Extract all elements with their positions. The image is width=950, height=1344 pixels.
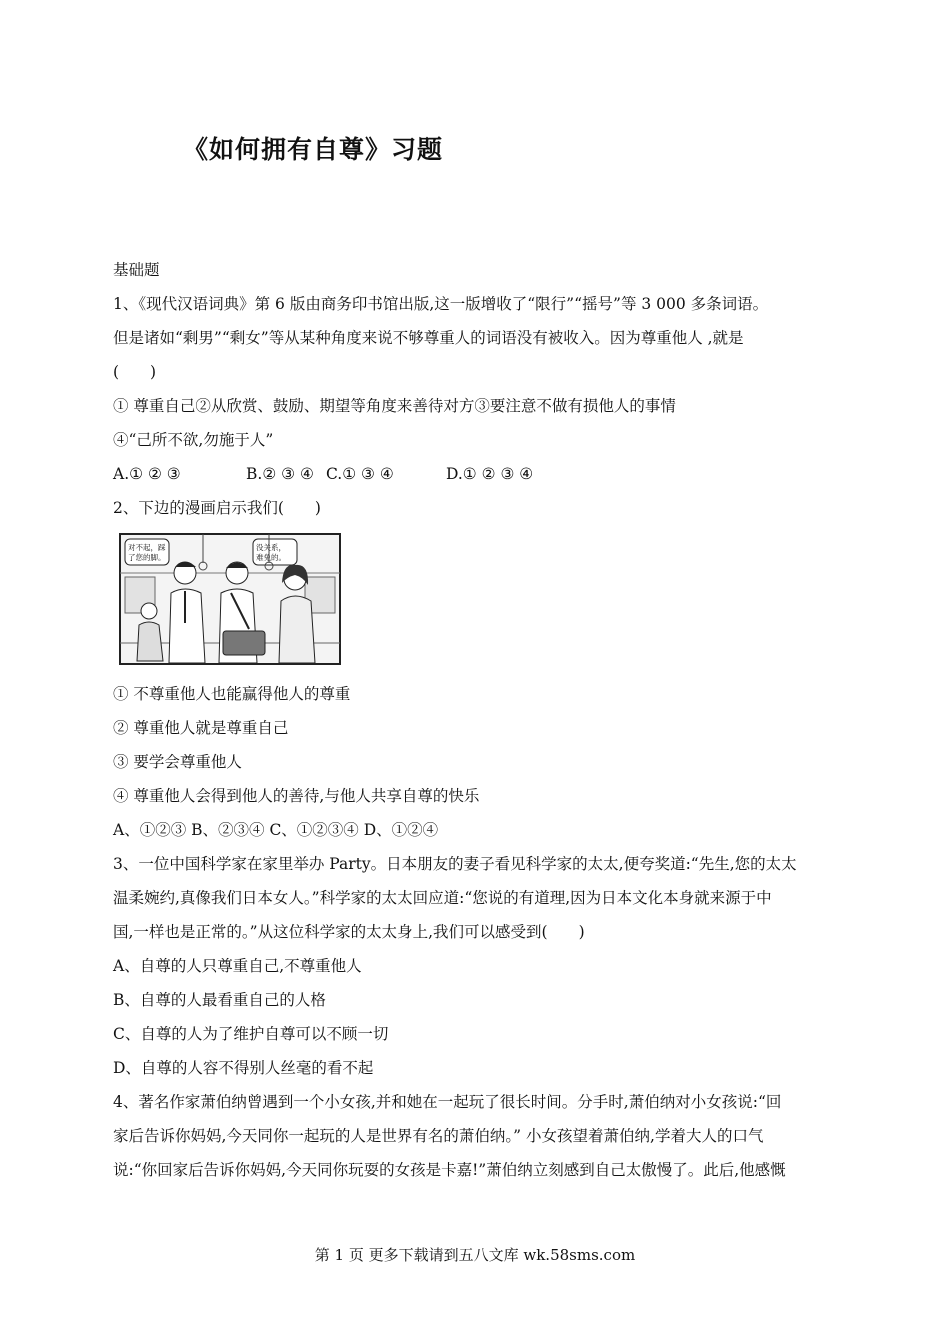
q3-option-c: C、自尊的人为了维护自尊可以不顾一切 xyxy=(113,1025,389,1043)
exercise-content xyxy=(113,253,843,1187)
q2-statement1: ① 不尊重他人也能赢得他人的尊重 xyxy=(113,685,351,703)
q4-line2: 家后告诉你妈妈,今天同你一起玩的人是世界有名的萧伯纳。” 小女孩望着萧伯纳,学着大人的口气 xyxy=(113,1127,764,1145)
q1-line2: 但是诸如“剩男”“剩女”等从某种角度来说不够尊重人的词语没有被收入。因为尊重他人 ,就是 xyxy=(113,329,744,347)
bubble-right-line2: 难免的。 xyxy=(256,553,286,562)
q1-option-c: C.① ③ ④ xyxy=(326,465,394,483)
q3-option-b: B、自尊的人最看重自己的人格 xyxy=(113,991,326,1009)
q2-line1: 2、下边的漫画启示我们( ) xyxy=(113,499,321,517)
q1-options xyxy=(113,457,843,491)
q1-line1: 1、《现代汉语词典》第 6 版由商务印书馆出版,这一版增收了“限行”“摇号”等 3 000 多条词语。 xyxy=(113,295,769,313)
bubble-left-line2: 了您的脚。 xyxy=(128,553,166,562)
q2-statement2: ② 尊重他人就是尊重自己 xyxy=(113,719,289,737)
q2-statement3: ③ 要学会尊重他人 xyxy=(113,753,242,771)
page-title: 《如何拥有自尊》习题 xyxy=(183,135,444,164)
bubble-right-line1: 没关系， xyxy=(256,543,286,552)
q4-line3: 说:“你回家后告诉你妈妈,今天同你玩耍的女孩是卡嘉!”萧伯纳立刻感到自己太傲慢了。此后,他感慨 xyxy=(113,1161,786,1179)
q3-option-d: D、自尊的人容不得别人丝毫的看不起 xyxy=(113,1059,374,1077)
q1-option-d: D.① ② ③ ④ xyxy=(446,465,534,483)
bubble-left-line1: 对不起，踩 xyxy=(128,543,166,552)
q3-line3: 国,一样也是正常的。”从这位科学家的太太身上,我们可以感受到( ) xyxy=(113,923,585,941)
q2-statement4: ④ 尊重他人会得到他人的善待,与他人共享自尊的快乐 xyxy=(113,787,480,805)
q1-option-a: A.① ② ③ xyxy=(113,465,181,483)
page-footer: 第 1 页 更多下载请到五八文库 wk.58sms.com xyxy=(314,1246,636,1264)
q1-option-b: B.② ③ ④ xyxy=(246,465,314,483)
q3-line1: 3、一位中国科学家在家里举办 Party。日本朋友的妻子看见科学家的太太,便夸奖道:“先生,您的太太 xyxy=(113,855,797,873)
section-heading: 基础题 xyxy=(113,261,160,279)
q1-statement2: ④“己所不欲,勿施于人” xyxy=(113,431,274,449)
q3-line2: 温柔婉约,真像我们日本女人。”科学家的太太回应道:“您说的有道理,因为日本文化本身就来源于中 xyxy=(113,889,772,907)
cartoon-image xyxy=(119,533,341,665)
q1-line3: ( ) xyxy=(113,363,157,381)
q4-line1: 4、著名作家萧伯纳曾遇到一个小女孩,并和她在一起玩了很长时间。分手时,萧伯纳对小女孩说:“回 xyxy=(113,1093,782,1111)
q3-option-a: A、自尊的人只尊重自己,不尊重他人 xyxy=(113,957,362,975)
q2-options: A、①②③ B、②③④ C、①②③④ D、①②④ xyxy=(113,821,439,839)
q1-statement1: ① 尊重自己②从欣赏、鼓励、期望等角度来善待对方③要注意不做有损他人的事情 xyxy=(113,397,676,415)
